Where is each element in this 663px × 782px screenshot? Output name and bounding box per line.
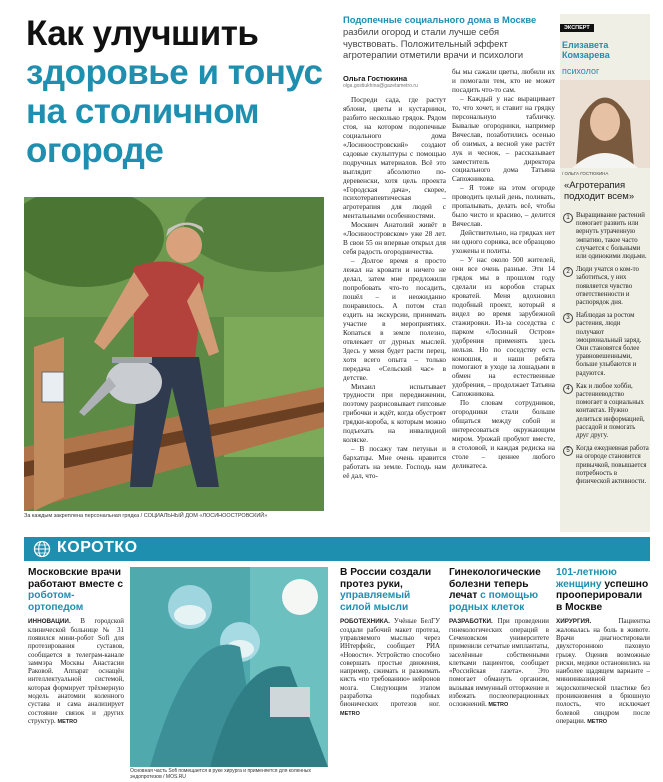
headline-line-1: Как улучшить [26, 14, 259, 53]
author-name: Ольга Гостюкина [343, 74, 408, 83]
expert-name: Елизавета Комзарева [562, 40, 610, 60]
brief-body [340, 618, 440, 718]
expert-portrait [560, 80, 650, 168]
tip-number: 4 [563, 384, 573, 394]
lead-text: разбили огород и стали лучше себя чувствовать. Положительный эффект агротерапии отметили врачи и психологи [343, 25, 524, 61]
brief-rubric: ХИРУРГИЯ. [556, 618, 592, 626]
tip-item [563, 312, 649, 378]
article-paragraph: бы мы сажали цветы, любили их и помогали тем, кто не может посадить что-то сам. [452, 68, 555, 94]
expert-quote: «Агротерапия подходит всем» [564, 180, 635, 202]
surgery-photo-caption: Основная часть Sofi помещается в руке хирурга и применяется для коленных эндопротезов / MOS.RU [130, 768, 312, 780]
brief-title-text: В России создали протез руки, [340, 567, 432, 590]
brief-prosthesis [340, 567, 440, 718]
expert-role: психолог [562, 66, 600, 76]
article-paragraph: – Каждый у нас выращивает то, что хочет, и ставит на грядку персональную табличку. Бывалые огородники, например Вячеслав, позаботились осенью об озимых, а весной уже растёт лук и чеснок, – рассказывает заместитель директора социального дома Татьяна Сапожникова. [452, 94, 555, 184]
brief-title-highlight: управляемый силой мысли [340, 590, 411, 613]
article-paragraph: Москвич Анатолий живёт в «Лосиноостровском» уже 28 лет. В свои 55 он впервые открыл для себя радость огородничества. [343, 221, 446, 257]
tip-text: Наблюдая за ростом растения, люди получают эмоциональный заряд. Они становятся более уравновешенными, больше улыбаются и радуются. [576, 312, 642, 377]
brief-title [449, 567, 549, 613]
article-paragraph: – Я тоже на этом огороде проводить целый день, поливать, пропалывать, делать всё, чтобы было чисто и красиво, – делится Вячеслав. [452, 184, 555, 229]
brief-text: Учёные БелГУ создали рабочий макет протеза, управляемого мыслью через ИНтерфейс, сообщает РИА «Новости». Устройство способно совершать простые движения, например, сжимать и разжимать кисть «по требованию» нейронов мозга. Следующим этапом разработка подобных бионических протезов ног. [340, 618, 440, 709]
article-column-2 [452, 68, 555, 528]
brief-title-text: Гинекологические болезни теперь лечат [449, 567, 541, 602]
article-paragraph: По словам сотрудников, огородники стали больше общаться между собой и интересоваться окружающим миром. Урожай пробуют вместе, в столовой, и каждая редиска на столе – ценнее любого деликатеса. [452, 399, 555, 470]
brief-surgery-101 [556, 567, 650, 726]
tip-text: Выращивание растений помогает развить или вернуть утраченную эмпатию, такое часто случается с больными или одинокими людьми. [576, 212, 647, 261]
brief-title-text: Московские врачи работают вместе с [28, 567, 124, 590]
brief-source: METRO [340, 710, 360, 717]
brief-rubric: ИННОВАЦИИ. [28, 618, 71, 626]
brief-source: METRO [587, 718, 608, 725]
brief-body [28, 618, 124, 726]
headline-line-4: огороде [26, 131, 164, 170]
tip-number: 1 [563, 213, 573, 223]
brief-gynecology [449, 567, 549, 710]
tip-number: 2 [563, 267, 573, 277]
expert-tips [563, 212, 649, 491]
headline-line-3: на столичном [26, 92, 260, 131]
photo-caption: За каждым закреплена персональная грядка / СОЦИАЛЬНЫЙ ДОМ «ЛОСИНООСТРОВСКИЙ» [24, 513, 268, 519]
portrait-illustration [560, 80, 650, 168]
brief-title-text: успешно прооперировали в Москве [556, 578, 649, 613]
tip-item [563, 266, 649, 307]
tip-text: Люди учатся о ком-то заботиться, у них появляется чувство ответственности и распорядок дня. [576, 266, 639, 307]
brief-title-highlight: с помощью родных клеток [449, 590, 539, 613]
brief-title-highlight: 101-летнюю женщину [556, 567, 617, 590]
headline [26, 14, 326, 170]
article-paragraph: – У нас около 500 жителей, они все очень разные. Эти 14 грядок мы в прошлом году сделали из коробов старых кроватей. Меня вдохновил подобный проект, который я видел во время зарубежной стажировки. Из-за соседства с парком «Лосиный Остров» удобрения применять здесь нельзя. Но по соседству есть конюшня, и наши ребята помогают в уходе за лошадьми в обмен на естественные удобрения, – продолжает Татьяна Сапожникова. [452, 256, 555, 399]
brief-text: В городской клинической больнице № 31 появился мини-робот Sofi для протезирования суставов, сообщается в телеграм-канале заммэра Москвы Анастасии Раковой. Аппарат оснащён интеллектуальной системой, которая формирует трёхмерную модель анатомии коленного сустава и сама анализирует состояние связок и других структур. [28, 618, 124, 725]
brief-text: Пациентка жаловалась на боль в животе. Врачи диагностировали двухстороннюю паховую грыжу. Оценив возможные риски, медики остановились на наиболее щадящем варианте – миниинвазивной эндоскопической пластике без проникновения в брюшную полость, что исключает болевой синдром после операции. [556, 618, 650, 725]
brief-title [340, 567, 440, 613]
lead-paragraph [343, 14, 555, 61]
tip-number: 3 [563, 313, 573, 323]
tip-text: Когда ежедневная работа на огороде становится привычкой, повышается потребность в физической активности. [576, 445, 649, 486]
section-title: КОРОТКО [57, 539, 138, 556]
tip-item [563, 445, 649, 486]
tip-item [563, 383, 649, 440]
brief-source: METRO [57, 718, 78, 725]
brief-rubric: РОБОТЕХНИКА. [340, 618, 390, 626]
brief-robot-orthopedist [28, 567, 124, 726]
article-paragraph: – Долгое время я просто лежал на кровати и ничего не делал, затем мне предложили попробовать что-то посадить, пошёл – и неожиданно понравилось. А потом стал ездить на экскурсии, принимать участие в мероприятиях. Копаться в земле полезно, отвлекает от дурных мыслей. Здесь у меня будет расти перец, хотя всего опыта – только передача «Сельский час» в детстве. [343, 257, 446, 382]
tip-number: 5 [563, 446, 573, 456]
article-paragraph: – В посажу там петуньи и бархатцы. Мне очень нравится работать на земле. Господь нам её дал, что- [343, 445, 446, 481]
brief-body [449, 618, 549, 709]
surgery-photo [130, 567, 328, 767]
brief-text: При проведении гинекологических операций в Сеченовском университете применили сетчатые имплантаты, заселённые собственными клетками пациентов, сообщает «Российская газета». Это помогает обмануть организм, вызывая иммунный отторжение и избежать послеоперационных осложнений. [449, 618, 549, 709]
tip-item [563, 212, 649, 261]
lead-highlight: Подопечные социального дома в Москве [343, 14, 537, 25]
brief-title-highlight: роботом-ортопедом [28, 590, 84, 613]
brief-source: METRO [488, 702, 509, 709]
gardening-man-illustration [24, 197, 324, 511]
tip-text: Как и любое хобби, растениеводство помогает в социальных контактах. Нужно делиться информацией, рассадой и помогать друг другу. [576, 382, 645, 440]
surgeons-illustration [130, 567, 328, 767]
main-photo [24, 197, 324, 511]
globe-icon [33, 540, 51, 558]
expert-photo-credit: / ОЛЬГА ГОСТЮКИНА [562, 171, 609, 176]
headline-line-2: здоровье и тонус [26, 53, 323, 92]
expert-tag: ЭКСПЕРТ [560, 24, 594, 32]
article-column-1 [343, 96, 446, 528]
brief-title [556, 567, 650, 613]
article-paragraph: Посреди сада, где растут яблони, цветы и кустарники, разбито несколько грядок. Рядом стоя, на котором подопечные социального дома «Лосиноостровский» создают садовые скульптуры с помощью подручных материалов. Всё это выглядит абсолютно по-деревенски, хотя цель проекта «Городская дача», скорее, психотерапевтическая – агротерапия для людей с ментальными особенностями. [343, 96, 446, 221]
author-email[interactable]: olga.gostiukhina@gazetametro.ru [343, 83, 418, 89]
article-paragraph: Действительно, на грядках нет ни одного сорняка, все образцово ухожены и политы. [452, 229, 555, 256]
brief-body [556, 618, 650, 726]
brief-title [28, 567, 124, 613]
brief-rubric: РАЗРАБОТКИ. [449, 618, 493, 626]
article-paragraph: Михаил испытывает трудности при передвижении, поэтому разрисовывает гипсовые грибочки и ждёт, когда обустроят грядки-короба, к которым можно подъехать на инвалидной коляске. [343, 382, 446, 445]
